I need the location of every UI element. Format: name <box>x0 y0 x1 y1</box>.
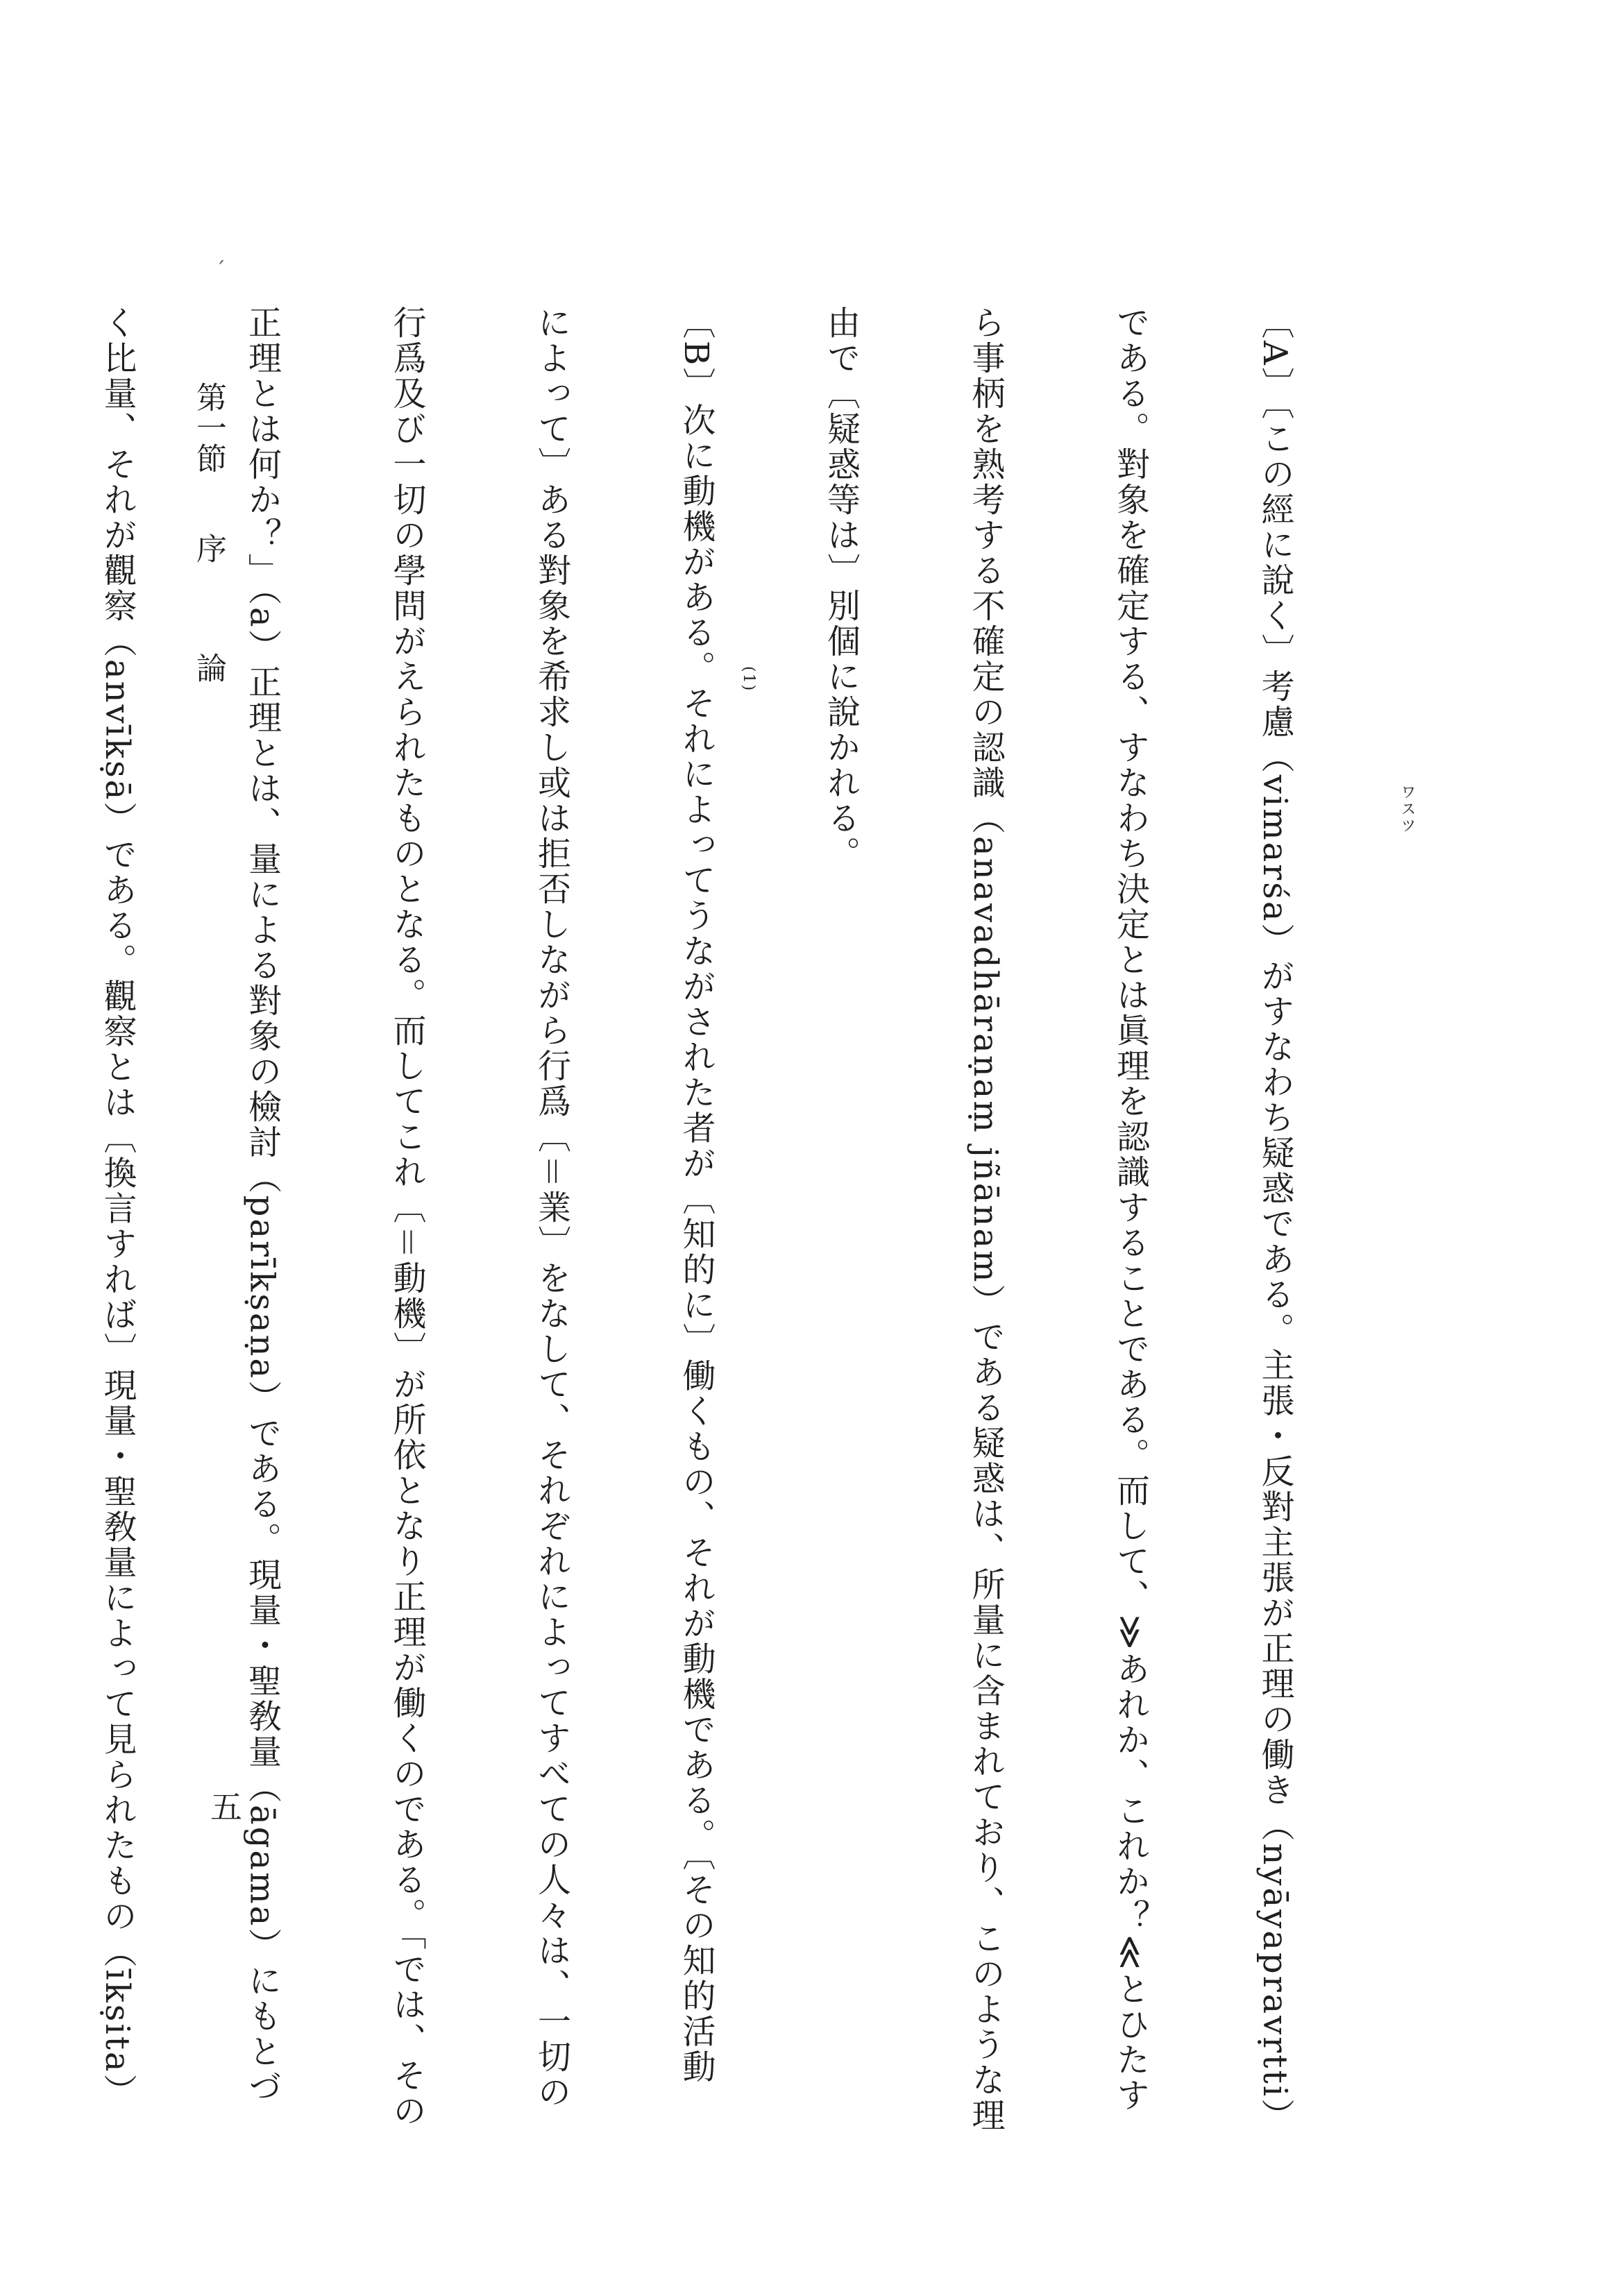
text-line: く比量、それが觀察（anvīkṣā）である。觀察とは〔換言すれば〕現量・聖敎量によって見られたもの（īkṣita） <box>98 305 137 2109</box>
running-header <box>186 382 230 712</box>
text-line: 正理とは何か？」（a）正理とは、量による對象の檢討（parīkṣaṇa）である。現量・聖敎量（āgama）にもとづ <box>242 305 282 2105</box>
section-label: 第一節 <box>191 382 226 473</box>
page-number: 五 <box>205 1790 243 1822</box>
text-line: 〔A〕〔この經に說く〕考慮（vimarśa）がすなわち疑惑である。主張・反對主張が正理の働き（nyāyapravṛtti） <box>1255 305 1294 2134</box>
text-line: である。對象を確定する、すなわち決定とは眞理を認識することである。而して、≫あれか、これか？≪とひたす <box>1110 305 1150 2114</box>
ruby-wasutsu: ワスツ <box>1398 784 1416 834</box>
chapter-title: 序 論 <box>191 533 226 712</box>
text-line: 行爲及び一切の學問がえられたものとなる。而してこれ〔＝動機〕が所依となり正理が働くのである。「では、その <box>387 305 426 2129</box>
note-marker: (1) <box>740 666 757 692</box>
text-line: によって〕ある對象を希求し或は拒否しながら行爲〔＝業〕をなして、それぞれによってすべての人々は、一切の <box>532 305 571 2110</box>
text-line: ら事柄を熟考する不確定の認識（anavadhāraṇaṃ jñānam）である疑惑は、所量に含まれており、このような理 <box>966 305 1005 2134</box>
text-line: 〔B〕次に動機がある。それによってうながされた者が〔知的に〕働くもの、それが動機である。〔その知的活動 <box>677 305 716 2085</box>
text-line: 由で〔疑惑等は〕別個に說かれる。 <box>821 305 861 871</box>
scan-mark: ˊ <box>215 258 226 282</box>
